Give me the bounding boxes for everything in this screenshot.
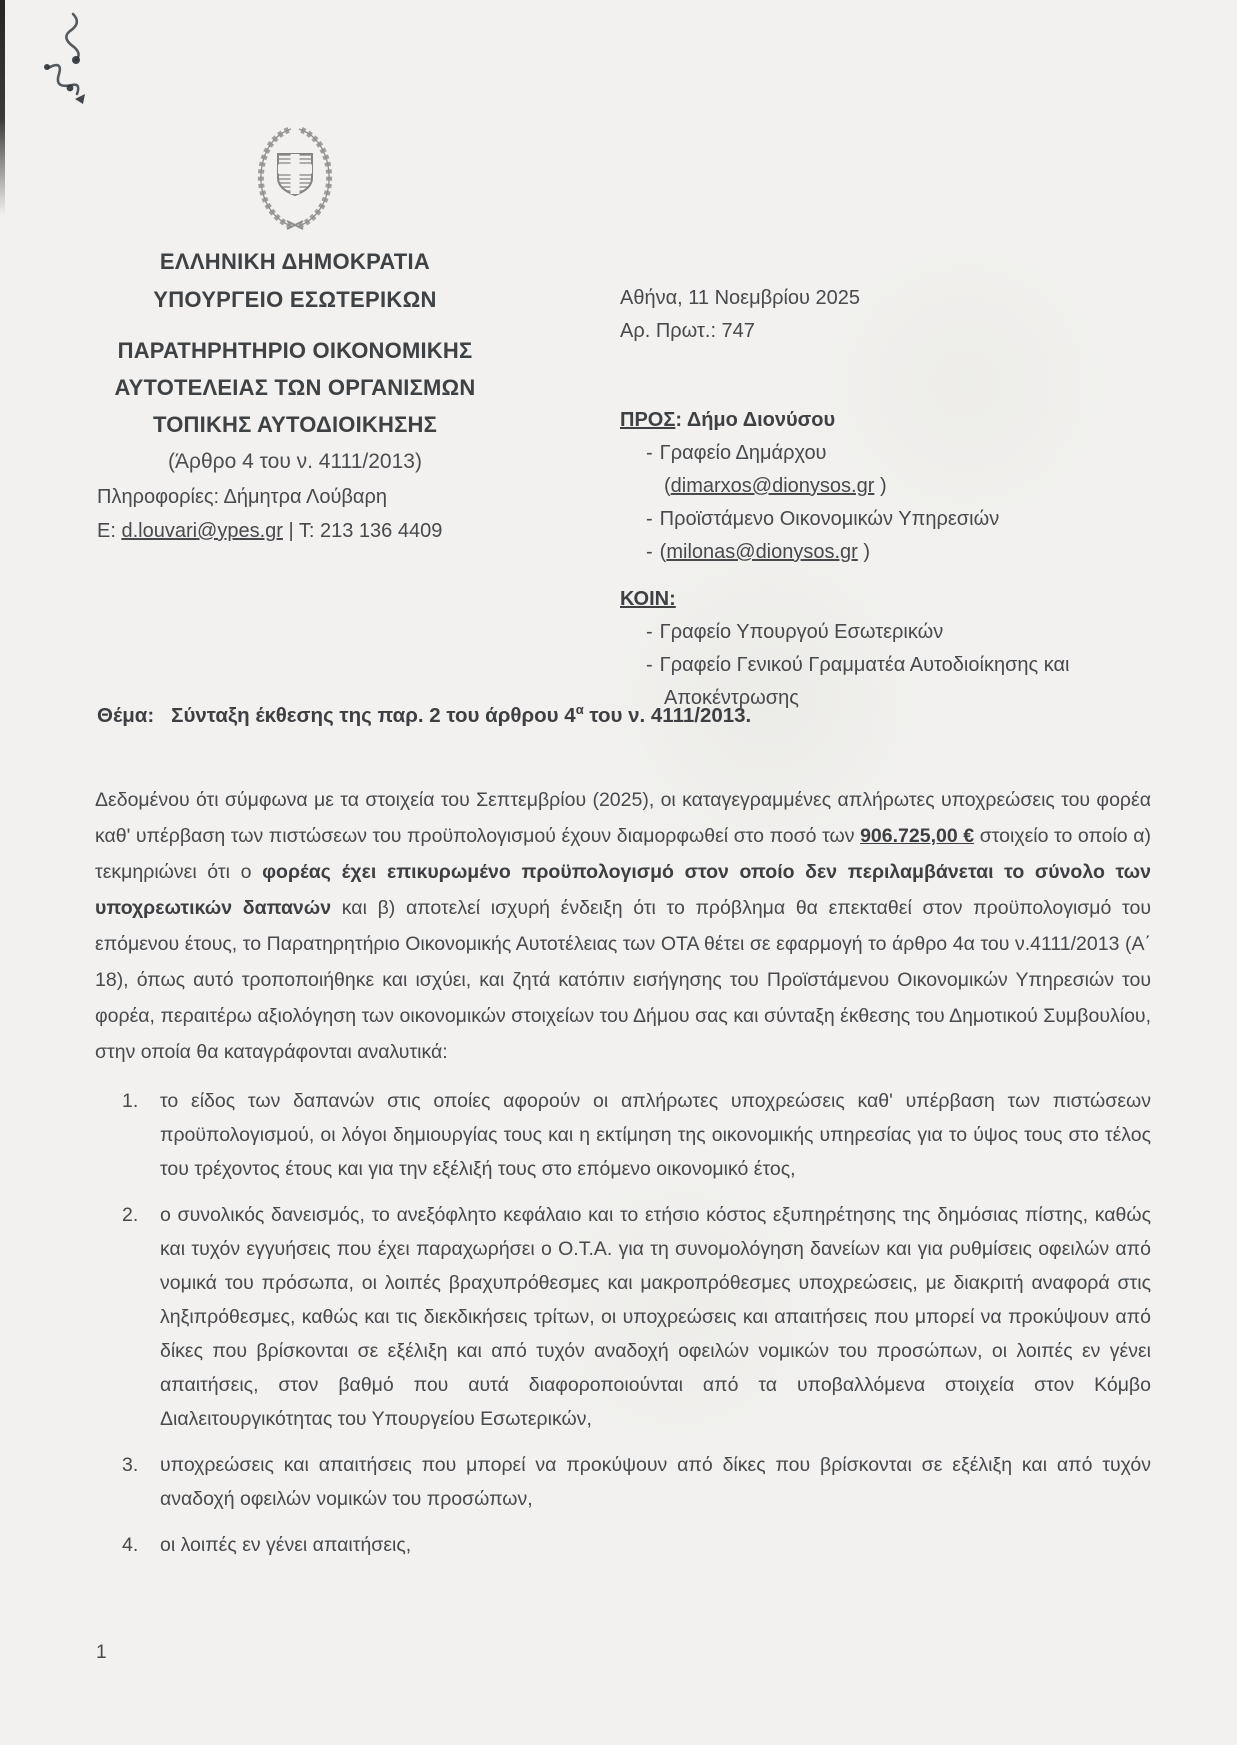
to-label-separator: : (675, 409, 687, 431)
phone-number: | T: 213 136 4409 (282, 520, 443, 542)
numbered-list (95, 1084, 1151, 1562)
department-name (100, 332, 490, 443)
to-block (620, 404, 1168, 569)
superscript-a: α (575, 702, 584, 717)
to-label: ΠΡΟΣ (620, 409, 676, 431)
email-link: milonas@dionysos.gr (666, 541, 858, 563)
contact-block (97, 480, 442, 548)
paragraph-segment: στοιχείο το οποίο α) τεκμηριώνει ότι ο (95, 825, 1151, 883)
recipients-column (620, 282, 1168, 715)
recipient-line: - (milonas@dionysos.gr ) (646, 541, 871, 563)
subject-text: Σύνταξη έκθεσης της παρ. 2 του άρθρου $4^\alpha$ του ν. 4111/2013. (171, 702, 752, 727)
dept-name-line-1: ΠΑΡΑΤΗΡΗΤΗΡΙΟ ΟΙΚΟΝΟΜΙΚΗΣ (117, 338, 473, 363)
to-heading (620, 404, 1168, 437)
dash-bullet: - (646, 541, 653, 563)
org-name-line-2: ΥΠΟΥΡΓΕΙΟ ΕΣΩΤΕΡΙΚΩΝ (153, 287, 437, 312)
email-link: d.louvari@ypes.gr (121, 520, 283, 542)
contact-info: Πληροφορίες: Δήμητρα Λούβαρη (97, 486, 387, 508)
subject-line (97, 702, 751, 728)
cc-heading (620, 583, 1168, 616)
dept-name-line-2: ΑΥΤΟΤΕΛΕΙΑΣ ΤΩΝ ΟΡΓΑΝΙΣΜΩΝ (114, 375, 476, 400)
contact-email-line (97, 514, 442, 548)
paragraph-segment: 906.725,00 € (860, 825, 975, 847)
date-line: Αθήνα, 11 Νοεμβρίου 2025 (620, 287, 861, 309)
list-item (95, 1528, 1151, 1562)
article-note: (Άρθρο 4 του ν. 4111/2013) (168, 450, 422, 473)
list-number: 4. (122, 1534, 139, 1556)
org-name-line-1: ΕΛΛΗΝΙΚΗ ΔΗΜΟΚΡΑΤΙΑ (159, 249, 431, 274)
list-item (95, 1084, 1151, 1186)
list-item (95, 1198, 1151, 1436)
recipient-line: - Προϊστάμενο Οικονομικών Υπηρεσιών (646, 508, 1000, 530)
cc-label: ΚΟΙΝ: (620, 588, 676, 610)
dash-bullet: - (646, 508, 653, 530)
list-item-text: ο συνολικός δανεισμός, το ανεξόφλητο κεφάλαιο και το ετήσιο κόστος εξυπηρέτησης της δημόσιας πίστης, καθώς και τυχόν εγγυήσεις που έχει παραχωρήσει ο Ο.Τ.Α. για τη συνομολόγηση δανείων και για ρυθμίσεις οφειλών από νομικά του πρόσωπα, οι λοιπές βραχυπρόθεσμες και μακροπρόθεσμες υποχρεώσεις, με διακριτή αναφορά στις ληξιπρόθεσμες, καθώς και τις διεκδικήσεις τρίτων, οι υποχρεώσεις και απαιτήσεις που μπορεί να προκύψουν από δίκες που βρίσκονται σε εξέλιξη και από τυχόν αναδοχή οφειλών νομικών του προσώπων, οι λοιπές εν γένει απαιτήσεις, στον βαθμό που αυτά διαφοροποιούνται από τα υποβαλλόμενα στοιχεία στον Κόμβο Διαλειτουργικότητας του Υπουργείου Εσωτερικών, (160, 1204, 1151, 1430)
recipient-line: - Γραφείο Δημάρχου (646, 442, 827, 464)
dept-name-line-3: ΤΟΠΙΚΗΣ ΑΥΤΟΔΙΟΙΚΗΣΗΣ (153, 412, 437, 437)
cc-block (620, 583, 1168, 715)
recipient-line: - Γραφείο Γενικού Γραμματέα Αυτοδιοίκησης και Αποκέντρωσης (646, 654, 1070, 709)
list-number: 1. (122, 1090, 139, 1112)
recipient-line: - Γραφείο Υπουργού Εσωτερικών (646, 621, 944, 643)
list-number: 3. (122, 1454, 139, 1476)
email-prefix: E: (97, 520, 122, 542)
paragraph-segment: και β) αποτελεί ισχυρή ένδειξη ότι το πρόβλημα θα επεκταθεί στον προϋπολογισμό του επόμενου έτους, το Παρατηρητήριο Οικονομικής Αυτοτέλειας των ΟΤΑ θέτει σε εφαρμογή το άρθρο 4α του ν.4111/2013 (Α΄ 18), όπως αυτό τροποποιήθηκε και ισχύει, και ζητά κατόπιν εισήγησης του Προϊστάμενου Οικονομικών Υπηρεσιών του φορέα, περαιτέρω αξιολόγηση των οικονομικών στοιχείων του Δήμου σας και σύνταξη έκθεσης του Δημοτικού Συμβουλίου, στην οποία θα καταγράφονται αναλυτικά: (95, 897, 1151, 1063)
dash-bullet: - (646, 442, 653, 464)
page-number: 1 (96, 1642, 107, 1663)
recipient-line: (dimarxos@dionysos.gr ) (664, 475, 887, 497)
document-body (95, 782, 1151, 1574)
list-number: 2. (122, 1204, 139, 1226)
list-item-text: οι λοιπές εν γένει απαιτήσεις, (160, 1534, 412, 1556)
paragraph-segment: Δεδομένου ότι σύμφωνα με τα στοιχεία του Σεπτεμβρίου (2025), οι καταγεγραμμένες απλήρωτες υποχρεώσεις του φορέα καθ' υπέρβαση των πιστώσεων του προϋπολογισμού έχουν διαμορφωθεί στο ποσό των (95, 789, 1151, 847)
scan-edge-artifact (0, 0, 5, 215)
list-item-text: υποχρεώσεις και απαιτήσεις που μπορεί να προκύψουν από δίκες που βρίσκονται σε εξέλιξη και από τυχόν αναδοχή οφειλών νομικών του προσώπων, (160, 1454, 1151, 1510)
protocol-number: Αρ. Πρωτ.: 747 (620, 320, 755, 342)
dash-bullet: - (646, 621, 653, 643)
email-link: dimarxos@dionysos.gr (670, 475, 875, 497)
letterhead (100, 125, 490, 479)
subject-label: Θέμα: (97, 703, 155, 727)
dash-bullet: - (646, 654, 653, 676)
cc-items (620, 616, 1168, 715)
body-paragraph (95, 782, 1151, 1070)
paragraph-segment: φορέας έχει επικυρωμένο προϋπολογισμό στον οποίο δεν περιλαμβάνεται το σύνολο των υποχρεωτικών δαπανών (95, 861, 1151, 919)
greek-coat-of-arms-logo (251, 125, 339, 231)
list-item (95, 1448, 1151, 1516)
to-addressee: Δήμο Διονύσου (686, 409, 836, 431)
handwritten-mark (26, 6, 112, 118)
to-items (620, 437, 1168, 569)
list-item-text: το είδος των δαπανών στις οποίες αφορούν οι απλήρωτες υποχρεώσεις καθ' υπέρβαση των πιστώσεων προϋπολογισμού, οι λόγοι δημιουργίας τους και η εκτίμηση της οικονομικής υπηρεσίας για το ύψος τους στο τέλος του τρέχοντος έτους και για την εξέλιξή τους στο επόμενο οικονομικό έτος, (160, 1090, 1151, 1180)
